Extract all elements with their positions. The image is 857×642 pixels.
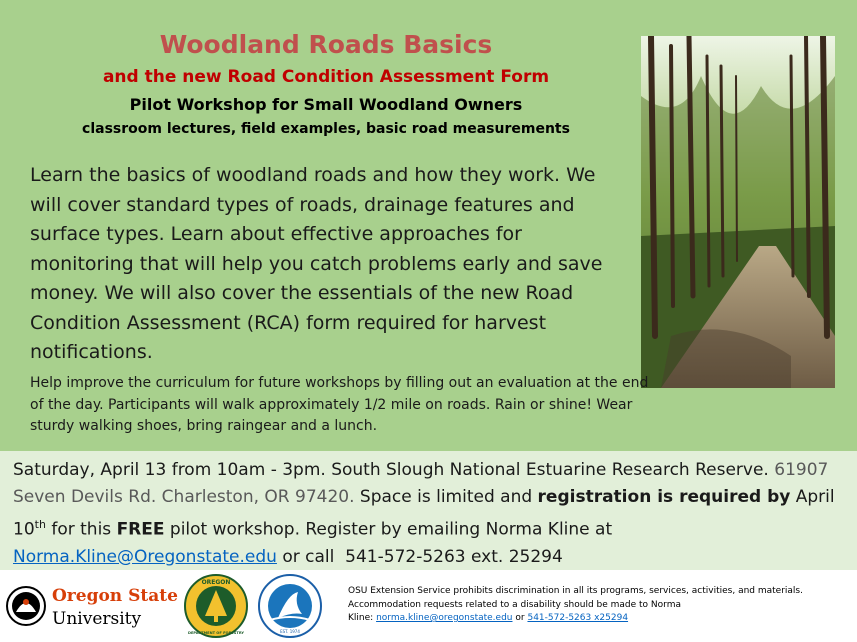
south-slough-reserve-logo: [258, 574, 322, 638]
flyer-subtitle: and the new Road Condition Assessment Form: [102, 67, 550, 87]
forest-road-photo: [641, 36, 835, 388]
disclaimer-email-link[interactable]: norma.kline@oregonstate.edu: [376, 613, 513, 623]
osu-seal-icon: [6, 580, 46, 632]
oregon-department-of-forestry-logo: [183, 574, 249, 638]
event-or-call: or call: [282, 546, 335, 567]
disclaimer-line1: OSU Extension Service prohibits discrimination in all its programs, services, activities, and materials.: [348, 586, 803, 596]
contact-phone: 541-572-5263 ext. 25294: [345, 546, 563, 567]
ssnerr-logo-text: EST. 1974: [280, 629, 300, 634]
event-space: Space is limited and: [359, 487, 533, 507]
disclaimer-kline: Kline:: [348, 613, 374, 623]
event-date-location: Saturday, April 13 from 10am - 3pm. South Slough National Estuarine Research Reserve.: [13, 460, 769, 480]
odf-logo-text-bottom: DEPARTMENT OF FORESTRY: [187, 631, 245, 635]
odf-logo-text-top: OREGON: [201, 579, 231, 586]
event-address-number: 61907: [774, 460, 829, 480]
event-registration: registration is required by: [537, 487, 791, 507]
event-for-this: for this: [51, 519, 112, 540]
osu-logo: [6, 578, 176, 636]
event-deadline: April 10: [13, 487, 835, 540]
event-details-panel: [0, 451, 857, 570]
osu-name-line1: Oregon State: [52, 586, 178, 606]
osu-name-line2: University: [52, 609, 142, 629]
flyer-topics: classroom lectures, field examples, basic road measurements: [82, 121, 570, 137]
nondiscrimination-statement: [348, 585, 848, 626]
disclaimer-phone-link[interactable]: 541-572-5263 x25294: [527, 613, 629, 623]
participant-note: Help improve the curriculum for future workshops by filling out an evaluation at the end of the day. Participants will walk approximately 1/2 mile on roads. Rain or shine! Wear sturdy walking shoes, bring raingear and a lunch.: [30, 375, 649, 434]
contact-email-link[interactable]: Norma.Kline@Oregonstate.edu: [13, 546, 277, 567]
flyer-tagline: Pilot Workshop for Small Woodland Owners: [129, 95, 523, 114]
event-free: FREE: [116, 519, 165, 540]
event-details: [13, 457, 845, 571]
disclaimer-line2: Accommodation requests related to a disability should be made to Norma: [348, 599, 681, 610]
event-address: Seven Devils Rd. Charleston, OR 97420.: [13, 487, 355, 507]
event-deadline-suffix: th: [34, 518, 46, 531]
disclaimer-or: or: [515, 613, 525, 623]
flyer-title: Woodland Roads Basics: [159, 30, 493, 59]
workshop-description: Learn the basics of woodland roads and how they work. We will cover standard types of roads, drainage features and surface types. Learn about effective approaches for monitoring that will help you catch problems early and save money. We will also cover the essentials of the new Road Condition Assessment (RCA) form required for harvest notifications.: [30, 164, 603, 363]
event-register: pilot workshop. Register by emailing Norma Kline at: [169, 519, 613, 540]
